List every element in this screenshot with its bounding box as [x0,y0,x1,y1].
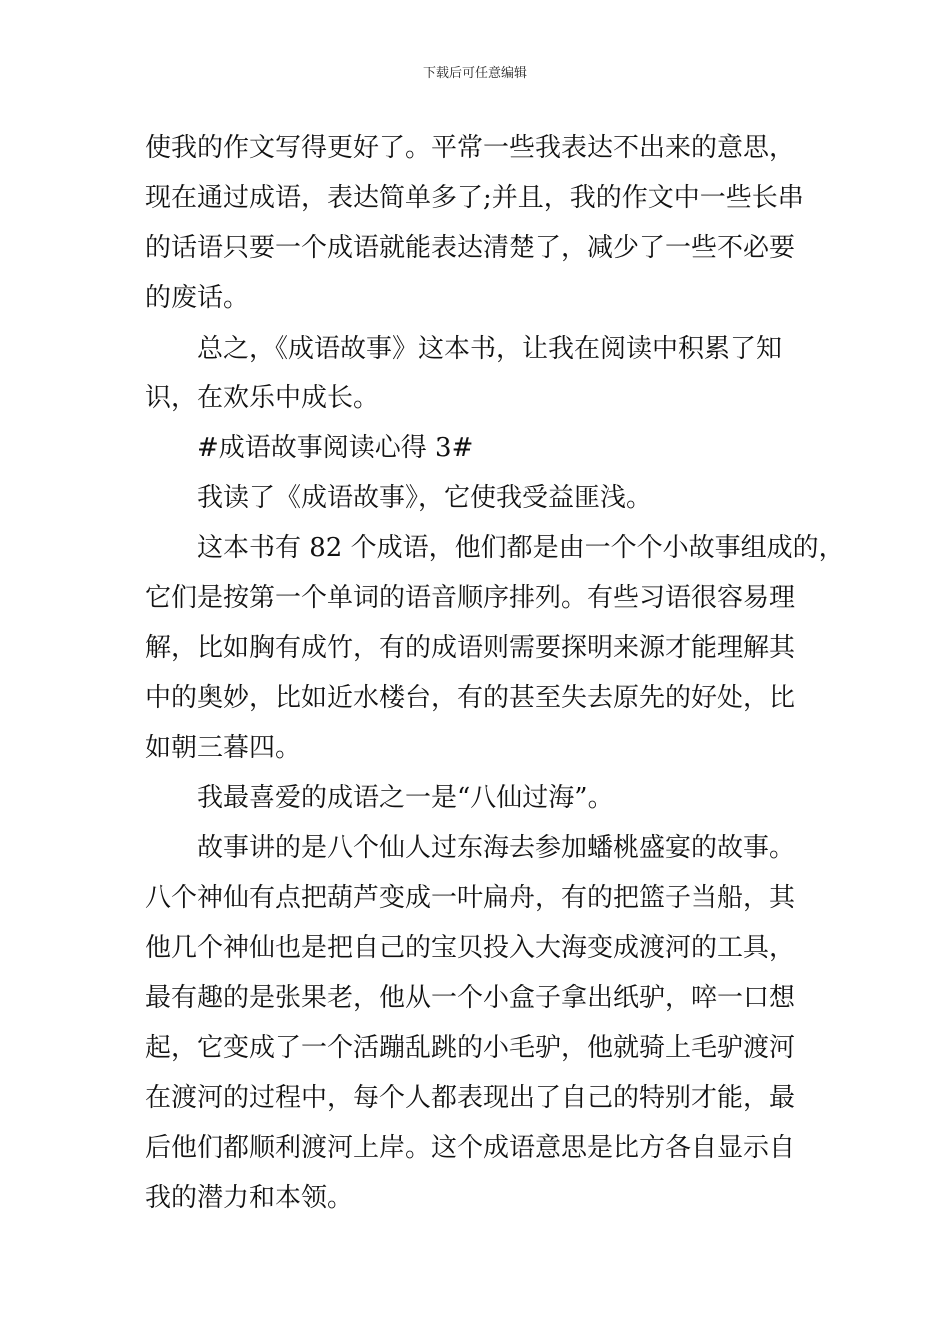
body-line: 的废话。 [145,283,250,313]
body-line: 它们是按第一个单词的语音顺序排列。有些习语很容易理 [145,583,796,613]
page-header: 下载后可任意编辑 [422,66,527,81]
body-line: 我最喜爱的成语之一是“八仙过海”。 [197,783,614,813]
body-line: 在渡河的过程中，每个人都表现出了自己的特别才能，最 [145,1083,796,1113]
body-line: 起，它变成了一个活蹦乱跳的小毛驴，他就骑上毛驴渡河 [145,1033,796,1063]
body-line: 我读了《成语故事》，它使我受益匪浅。 [197,483,653,513]
body-line: 识，在欢乐中成长。 [145,383,380,413]
body-line: 使我的作文写得更好了。平常一些我表达不出来的意思， [145,133,796,163]
body-line: 他几个神仙也是把自己的宝贝投入大海变成渡河的工具， [145,933,796,963]
body-line: 故事讲的是八个仙人过东海去参加蟠桃盛宴的故事。 [197,833,796,863]
body-line: 八个神仙有点把葫芦变成一叶扁舟，有的把篮子当船，其 [145,883,796,913]
body-line: 如朝三暮四。 [145,733,302,763]
body-line: 的话语只要一个成语就能表达清楚了，减少了一些不必要 [145,233,796,263]
body-line: 这本书有 82 个成语，他们都是由一个个小故事组成的， [197,533,845,563]
body-line: 中的奥妙，比如近水楼台，有的甚至失去原先的好处，比 [145,683,796,713]
section-heading: #成语故事阅读心得 3# [197,433,474,463]
body-line: 总之，《成语故事》这本书，让我在阅读中积累了知 [197,334,783,364]
body-line: 现在通过成语，表达简单多了;并且，我的作文中一些长串 [145,183,804,213]
body-line: 后他们都顺利渡河上岸。这个成语意思是比方各自显示自 [145,1133,796,1163]
body-line: 解，比如胸有成竹，有的成语则需要探明来源才能理解其 [145,633,796,663]
body-line: 我的潜力和本领。 [145,1183,354,1213]
body-line: 最有趣的是张果老，他从一个小盒子拿出纸驴，啐一口想 [145,983,796,1013]
